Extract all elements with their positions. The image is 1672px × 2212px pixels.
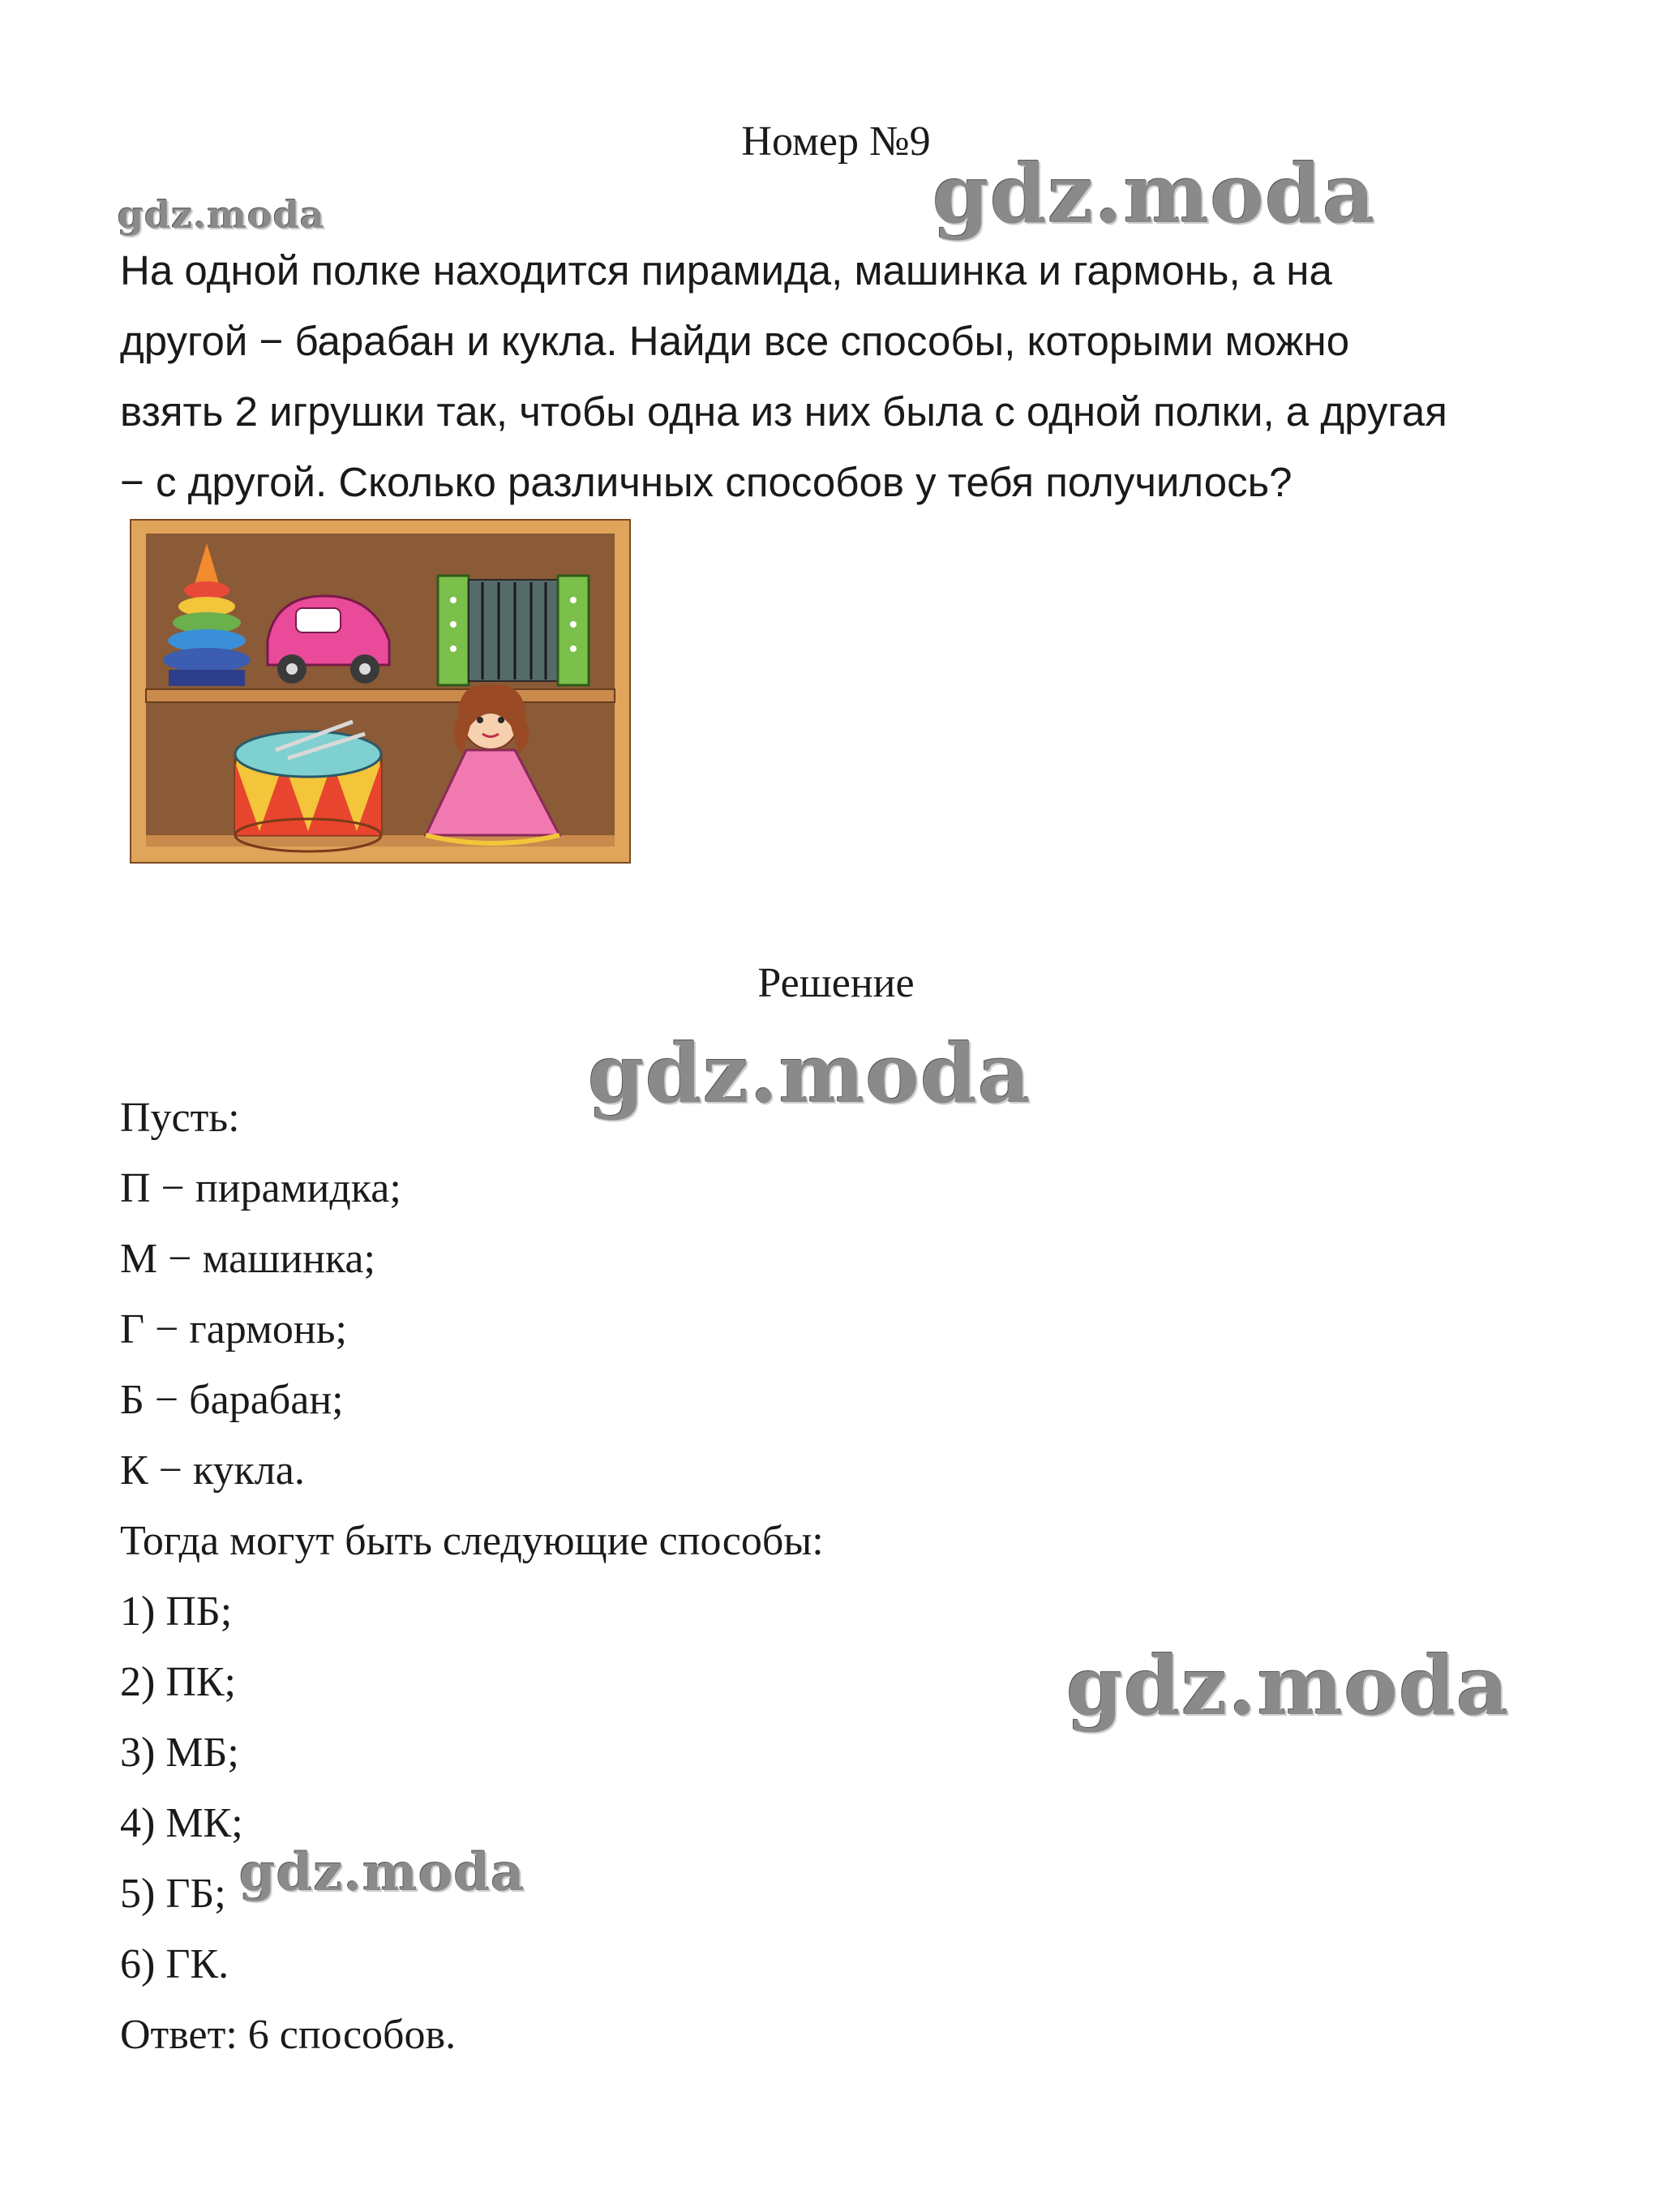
toy-shelf-illustration [130,519,631,864]
drum-icon [235,722,381,851]
solution-heading: Решение [757,960,915,1006]
solution-text [120,1082,1255,2070]
solution-line: 6) ГК. [120,1941,229,1987]
problem-line: другой − барабан и кукла. Найди все способы, которыми можно [120,318,1350,364]
solution-line: Г − гармонь; [120,1306,347,1352]
solution-line: 1) ПБ; [120,1588,233,1635]
solution-line: 3) МБ; [120,1730,239,1776]
solution-line: Тогда могут быть следующие способы: [120,1518,824,1564]
watermark: gdz.moda [239,1842,525,1903]
solution-line: М − машинка; [120,1236,375,1282]
solution-line: 4) МК; [120,1800,243,1846]
problem-line: − с другой. Сколько различных способов у тебя получилось? [120,459,1293,505]
solution-line: 2) ПК; [120,1659,236,1705]
accordion-icon [438,576,589,685]
problem-line: На одной полке находится пирамида, машинка и гармонь, а на [120,247,1332,294]
solution-line: П − пирамидка; [120,1165,401,1211]
watermark: gdz.moda [1066,1638,1510,1734]
solution-line: 5) ГБ; [120,1871,226,1917]
watermark: gdz.moda [932,146,1376,242]
problem-text [120,235,1563,517]
answer-line: Ответ: 6 способов. [120,2012,457,2058]
solution-line: Пусть: [120,1095,240,1141]
problem-heading: Номер №9 [741,118,931,165]
solution-line: К − кукла. [120,1447,305,1494]
solution-line: Б − барабан; [120,1377,344,1423]
watermark: gdz.moda [588,1026,1031,1121]
problem-line: взять 2 игрушки так, чтобы одна из них была с одной полки, а другая [120,388,1447,435]
watermark: gdz.moda [118,193,325,237]
